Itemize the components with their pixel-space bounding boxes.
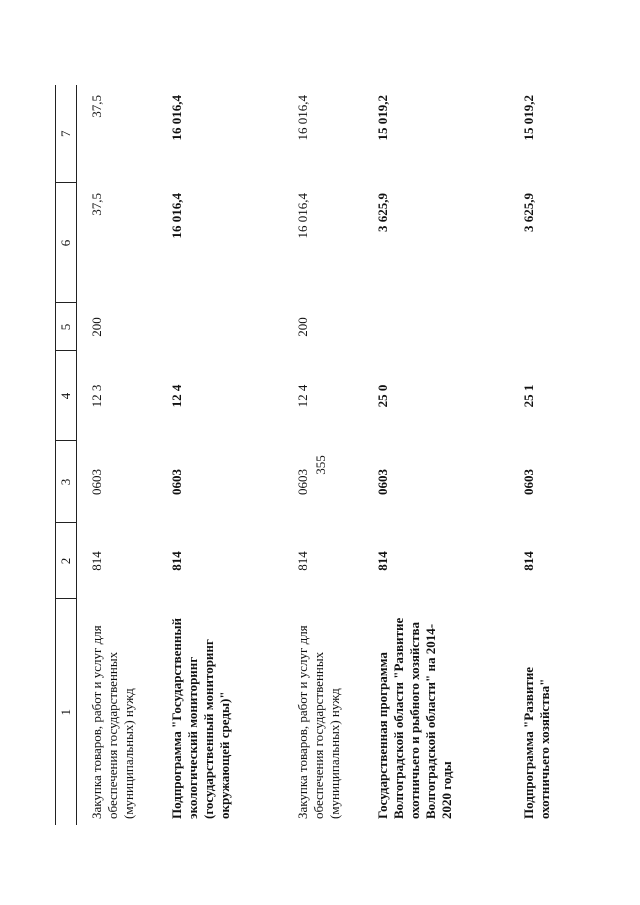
page-number: 355 [313,455,328,475]
row-name: Подпрограмма "Государственный экологический мониторинг (государственный мониторинг окружающей среды)" [169,617,232,819]
row-kind [157,303,283,351]
row-name: Государственная программа Волгоградской области "Развитие охотничьего и рыбного хозяйства Волгоградской области" на 2014-2020 годы [375,617,454,819]
row-section: 0603 [521,469,536,495]
header-col-5: 5 [56,303,77,351]
header-col-2: 2 [56,523,77,599]
table-row [283,85,363,825]
row-sum-2: 16 016,4 [295,95,310,141]
row-target: 12 3 [89,384,104,408]
row-section: 0603 [89,469,104,495]
row-sum-1: 3 625,9 [375,193,390,232]
table-header [56,85,77,825]
header-col-3: 3 [56,441,77,523]
row-target: 12 4 [169,384,184,408]
row-section: 0603 [375,469,390,495]
row-sum-2: 15 019,2 [521,95,536,141]
header-col-7: 7 [56,85,77,183]
row-kind [509,303,587,351]
header-row [56,85,77,825]
table-row [157,85,283,825]
row-sum-1: 16 016,4 [169,193,184,239]
row-code: 814 [169,551,184,571]
table-row [77,85,158,825]
row-code: 814 [521,551,536,571]
table-row [509,85,587,825]
row-target: 25 0 [375,384,390,408]
row-kind [363,303,509,351]
table-body [77,85,588,825]
header-col-1: 1 [56,599,77,825]
budget-table [55,85,587,825]
row-sum-1: 3 625,9 [521,193,536,232]
row-code: 814 [375,551,390,571]
row-name: Закупка товаров, работ и услуг для обеспечения государственных (муниципальных) нужд [295,625,342,819]
row-kind: 200 [295,317,310,337]
header-col-4: 4 [56,351,77,441]
row-section: 0603 [295,469,310,495]
row-sum-1: 16 016,4 [295,193,310,239]
row-sum-2: 15 019,2 [375,95,390,141]
row-code: 814 [295,551,310,571]
row-target: 12 4 [295,384,310,408]
row-target: 25 1 [521,384,536,408]
row-sum-2: 16 016,4 [169,95,184,141]
row-kind: 200 [89,317,104,337]
header-col-6: 6 [56,183,77,303]
row-section: 0603 [169,469,184,495]
row-sum-1: 37,5 [89,193,104,216]
row-name: Подпрограмма "Развитие охотничьего хозяйства" [521,666,552,819]
table-row [363,85,509,825]
row-name: Закупка товаров, работ и услуг для обеспечения государственных (муниципальных) нужд [89,625,136,819]
row-sum-2: 37,5 [89,95,104,118]
row-code: 814 [89,551,104,571]
rotated-table-container [55,85,640,825]
